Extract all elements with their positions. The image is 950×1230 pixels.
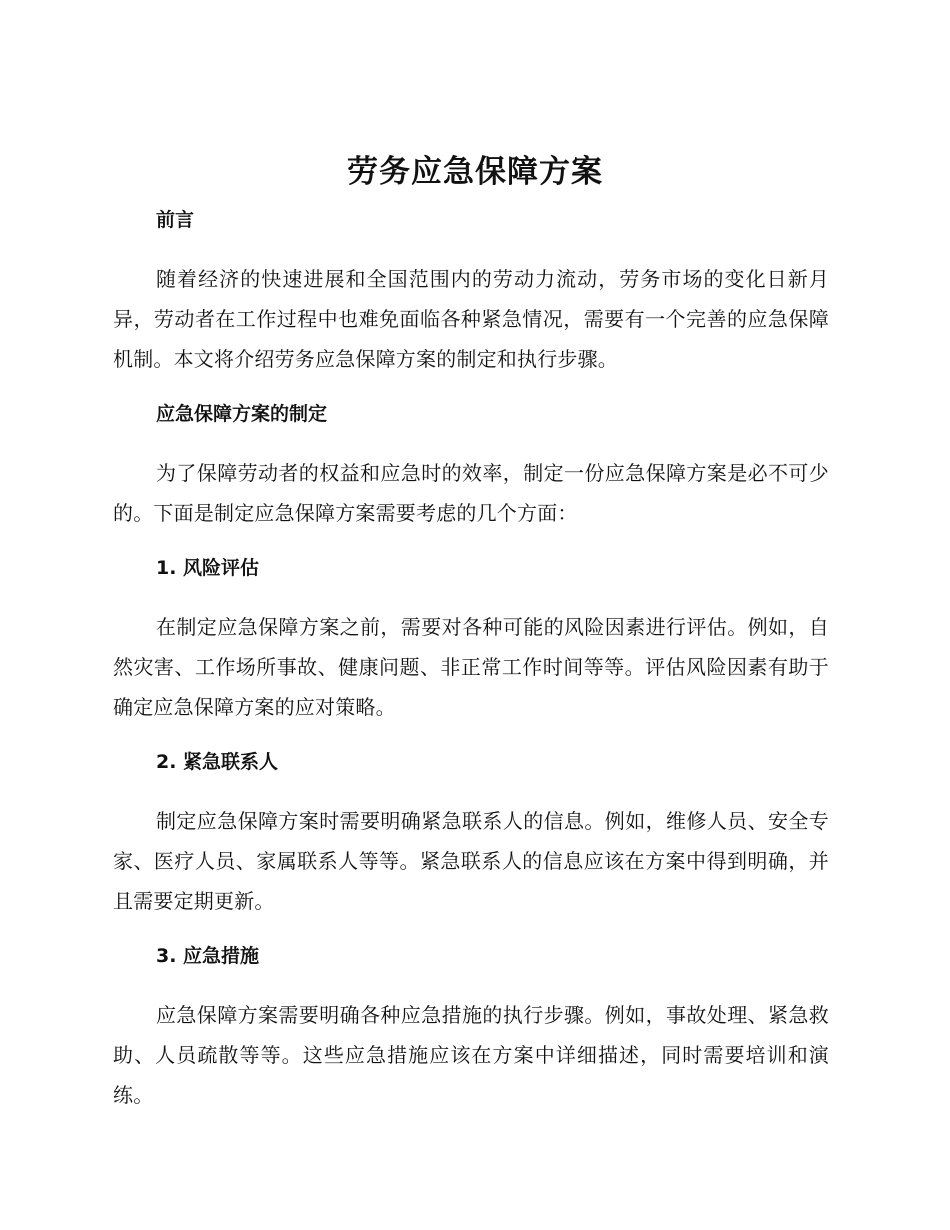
section-emergency-contacts xyxy=(113,744,829,938)
document-body xyxy=(113,202,829,1115)
section-heading: 3. 应急措施 xyxy=(156,945,260,967)
section-emergency-measures xyxy=(113,938,829,1115)
section-heading: 应急保障方案的制定 xyxy=(156,403,328,425)
section-heading: 前言 xyxy=(156,209,195,231)
section-heading: 2. 紧急联系人 xyxy=(156,751,279,773)
section-paragraph: 应急保障方案需要明确各种应急措施的执行步骤。例如，事故处理、紧急救助、人员疏散等等。这些应急措施应该在方案中详细描述，同时需要培训和演练。 xyxy=(113,1003,829,1107)
section-paragraph: 在制定应急保障方案之前，需要对各种可能的风险因素进行评估。例如，自然灾害、工作场所事故、健康问题、非正常工作时间等等。评估风险因素有助于确定应急保障方案的应对策略。 xyxy=(113,615,829,719)
document-title: 劳务应急保障方案 xyxy=(347,154,603,190)
section-paragraph: 制定应急保障方案时需要明确紧急联系人的信息。例如，维修人员、安全专家、医疗人员、家属联系人等等。紧急联系人的信息应该在方案中得到明确，并且需要定期更新。 xyxy=(113,809,829,913)
section-plan-formulation xyxy=(113,396,829,550)
section-paragraph: 为了保障劳动者的权益和应急时的效率，制定一份应急保障方案是必不可少的。下面是制定应急保障方案需要考虑的几个方面： xyxy=(113,461,829,525)
section-preface xyxy=(113,202,829,396)
section-risk-assessment xyxy=(113,550,829,744)
section-paragraph: 随着经济的快速进展和全国范围内的劳动力流动，劳务市场的变化日新月异，劳动者在工作过程中也难免面临各种紧急情况，需要有一个完善的应急保障机制。本文将介绍劳务应急保障方案的制定和执行步骤。 xyxy=(113,267,829,371)
section-heading: 1. 风险评估 xyxy=(156,557,260,579)
